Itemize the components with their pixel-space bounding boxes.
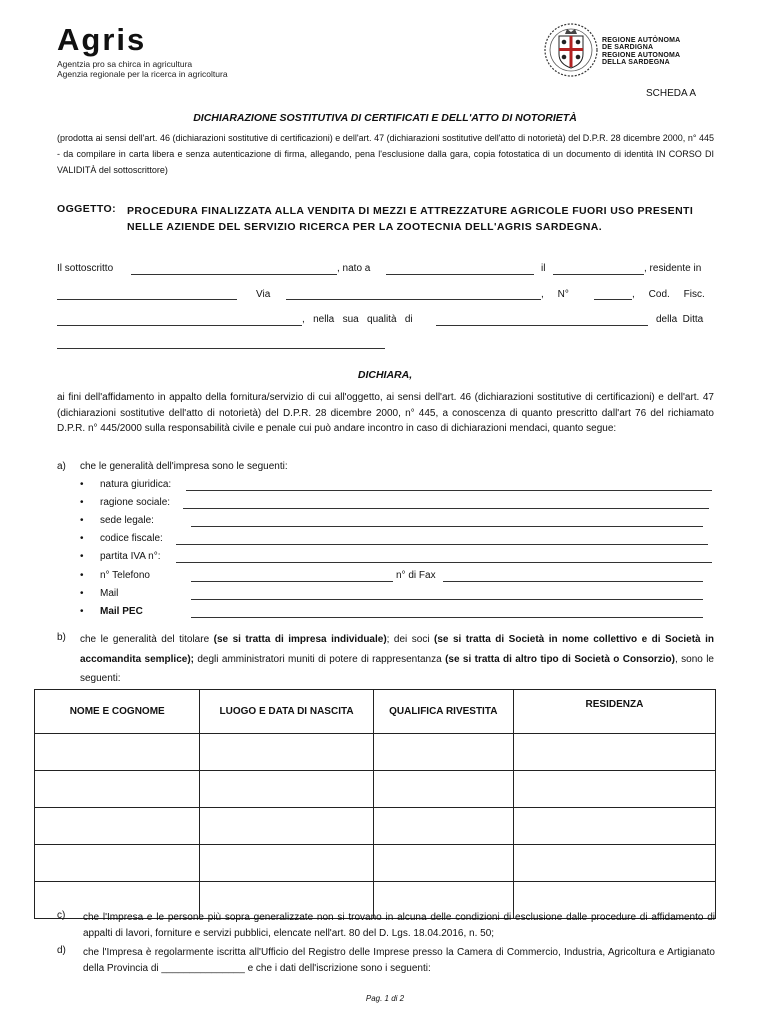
- region-label-1: REGIONE AUTÒNOMA: [602, 37, 681, 44]
- fax-field[interactable]: [443, 581, 703, 582]
- table-cell[interactable]: [513, 771, 715, 808]
- table-header-row: [35, 690, 716, 734]
- table-cell[interactable]: [513, 734, 715, 771]
- mail-field[interactable]: [191, 599, 703, 600]
- agency-subtitle-sardinian: Agentzia pro sa chirca in agricultura: [57, 59, 193, 69]
- document-title: DICHIARAZIONE SOSTITUTIVA DI CERTIFICATI E DELL'ATTO DI NOTORIETÀ: [193, 112, 577, 124]
- table-cell[interactable]: [35, 845, 200, 882]
- il-label: il: [541, 263, 546, 274]
- fax-label: n° di Fax: [396, 570, 436, 581]
- region-label-2: DE SARDIGNA: [602, 44, 654, 51]
- oggetto-label: OGGETTO:: [57, 203, 117, 215]
- partita-iva-label: partita IVA n°:: [100, 551, 161, 562]
- qualita-label: , nella sua qualità di: [302, 314, 413, 325]
- table-row: [35, 734, 716, 771]
- ragione-label: ragione sociale:: [100, 497, 171, 508]
- bullet: •: [80, 570, 84, 581]
- provincia-field[interactable]: _______________: [161, 962, 245, 974]
- bullet: •: [80, 533, 84, 544]
- section-b-bold: (se si tratta di Società in nome collettivo e di Società in accomandita semplice);: [80, 634, 714, 665]
- region-label-4: DELLA SARDEGNA: [602, 59, 670, 66]
- section-c-letter: c): [57, 910, 66, 921]
- sede-field[interactable]: [191, 526, 703, 527]
- table-row: [35, 771, 716, 808]
- dichiara-paragraph: ai fini dell'affidamento in appalto della fornitura/servizio di cui all'oggetto, ai sensi dell'art. 46 (dichiarazioni sostitutive di certificazioni) e dell'art. 47 (dichiarazioni sostitutive dell'atto di notorietà) del D.P.R. 28 dicembre 2000, n° 445, a conoscenza di quanto prescritto dall'art 76 del richiamato D.P.R. n° 445/2000 sulla responsabilità civile e penale cui può andare incontro in caso di dichiarazioni mendaci, quanto segue:: [57, 392, 714, 434]
- section-b-text: [80, 630, 714, 689]
- section-b-part: , sono le seguenti:: [80, 653, 714, 684]
- section-b-bold: (se si tratta di altro tipo di Società o Consorzio): [445, 653, 675, 665]
- telefono-field[interactable]: [191, 581, 393, 582]
- codice-label: codice fiscale:: [100, 533, 163, 544]
- pec-label: Mail PEC: [100, 606, 143, 617]
- section-d-letter: d): [57, 945, 66, 956]
- number-label: , N°: [541, 289, 569, 300]
- table-cell[interactable]: [35, 771, 200, 808]
- section-d-part: che l'Impresa è regolarmente iscritta all'Ufficio del Registro delle Imprese presso la Camera di Commercio, Industria, Agricoltura e Artigianato della Provincia di: [83, 947, 715, 974]
- natura-label: natura giuridica:: [100, 479, 172, 490]
- sardinia-coat-of-arms-icon: [543, 22, 599, 78]
- birthdate-field[interactable]: [553, 274, 644, 275]
- sede-label: sede legale:: [100, 515, 154, 526]
- residence-field[interactable]: [57, 299, 237, 300]
- bullet: •: [80, 606, 84, 617]
- company-field[interactable]: [57, 348, 385, 349]
- section-b-letter: b): [57, 632, 66, 643]
- section-d-text: [83, 945, 715, 976]
- section-d-part: e che i dati dell'iscrizione sono i seguenti:: [244, 962, 431, 974]
- table-cell[interactable]: [200, 808, 373, 845]
- partita-iva-field[interactable]: [176, 562, 712, 563]
- oggetto-text: PROCEDURA FINALIZZATA ALLA VENDITA DI MEZZI E ATTREZZATURE AGRICOLE FUORI USO PRESENTI NELLE AZIENDE DEL SERVIZIO RICERCA PER LA ZOOTECNIA DELL'AGRIS SARDEGNA.: [127, 205, 694, 233]
- birthplace-field[interactable]: [386, 274, 534, 275]
- header-residenza: RESIDENZA: [513, 690, 715, 734]
- agency-subtitle-italian: Agenzia regionale per la ricerca in agricoltura: [57, 69, 228, 79]
- mail-label: Mail: [100, 588, 119, 599]
- section-c-text: che l'Impresa e le persone più sopra generalizzate non si trovano in alcuna delle condizioni di esclusione dalle procedure di affidamento di appalti di lavori, forniture e servizi pubblici, elencate nell'art. 80 del D. Lgs. 18.04.2016, n. 50;: [83, 912, 715, 939]
- agris-logo: Agris: [57, 22, 147, 57]
- table-row: [35, 808, 716, 845]
- table-cell[interactable]: [373, 734, 513, 771]
- table-cell[interactable]: [35, 734, 200, 771]
- nato-label: , nato a: [337, 263, 371, 274]
- bullet: •: [80, 588, 84, 599]
- table-cell[interactable]: [373, 771, 513, 808]
- legal-note: (prodotta ai sensi dell'art. 46 (dichiarazioni sostitutive di certificazioni) e dell'art. 47 (dichiarazioni sostitutive dell'atto di notorietà) del D.P.R. 28 dicembre 2000, n° 445 - da compilare in carta libera e senza autenticazione di firma, allegando, pena l'esclusione dalla gara, copia fotostatica di un documento di identità IN CORSO DI VALIDITÀ del sottoscrittore): [57, 133, 714, 175]
- section-b-part: ; dei soci: [386, 634, 435, 645]
- section-a-text: che le generalità dell'impresa sono le seguenti:: [80, 461, 288, 472]
- bullet: •: [80, 479, 84, 490]
- table-cell[interactable]: [200, 771, 373, 808]
- section-b-part: che le generalità del titolare: [80, 634, 214, 645]
- role-field[interactable]: [436, 325, 648, 326]
- scheda-label: SCHEDA A: [645, 88, 696, 99]
- page-number: Pag. 1 di 2: [365, 994, 405, 1003]
- bullet: •: [80, 515, 84, 526]
- ragione-field[interactable]: [183, 508, 709, 509]
- table-row: [35, 845, 716, 882]
- via-label: Via: [256, 289, 271, 300]
- codice-field[interactable]: [176, 544, 708, 545]
- section-a-letter: a): [57, 461, 66, 472]
- pec-field[interactable]: [191, 617, 703, 618]
- tax-code-field[interactable]: [57, 325, 302, 326]
- street-number-field[interactable]: [594, 299, 632, 300]
- table-cell[interactable]: [200, 734, 373, 771]
- table-cell[interactable]: [373, 808, 513, 845]
- cod-fisc-label: , Cod. Fisc.: [632, 289, 705, 300]
- bullet: •: [80, 551, 84, 562]
- sottoscritto-label: Il sottoscritto: [57, 263, 114, 274]
- natura-field[interactable]: [186, 490, 712, 491]
- bullet: •: [80, 497, 84, 508]
- header-qualifica: QUALIFICA RIVESTITA: [373, 690, 513, 734]
- persons-table: [34, 689, 716, 919]
- section-b-part: degli amministratori muniti di potere di rappresentanza: [193, 653, 446, 665]
- table-cell[interactable]: [513, 808, 715, 845]
- street-field[interactable]: [286, 299, 541, 300]
- ditta-label: della Ditta: [656, 314, 704, 325]
- residente-label: , residente in: [644, 263, 702, 274]
- table-cell[interactable]: [35, 808, 200, 845]
- section-b-bold: (se si tratta di impresa individuale): [213, 634, 387, 645]
- table-cell[interactable]: [513, 845, 715, 882]
- header-nome-cognome: NOME E COGNOME: [35, 690, 200, 734]
- sottoscritto-field[interactable]: [131, 274, 337, 275]
- telefono-label: n° Telefono: [100, 570, 150, 581]
- region-label-3: REGIONE AUTONOMA: [602, 52, 681, 59]
- table-cell[interactable]: [200, 845, 373, 882]
- header-luogo-data: LUOGO E DATA DI NASCITA: [200, 690, 373, 734]
- table-cell[interactable]: [373, 845, 513, 882]
- dichiara-heading: DICHIARA,: [357, 369, 413, 381]
